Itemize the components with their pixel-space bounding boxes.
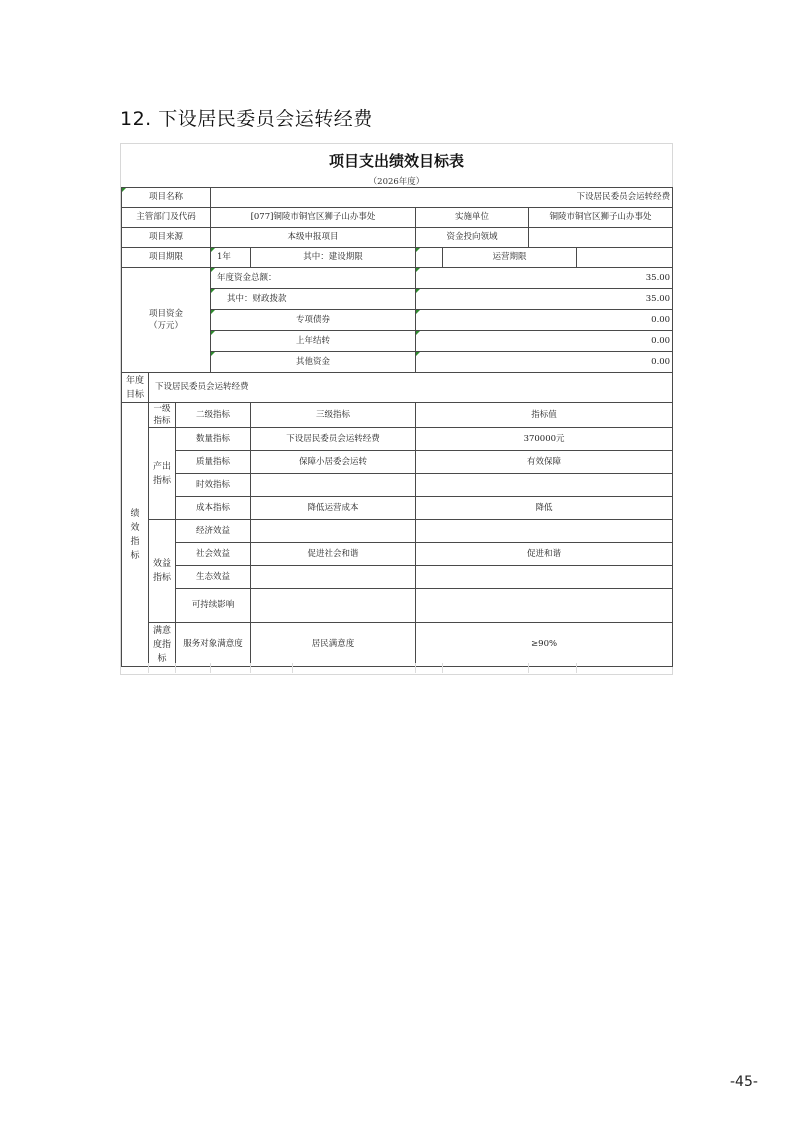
funds-label-text: 项目资金	[149, 309, 184, 319]
output-value: 370000元	[416, 428, 673, 451]
invest-label: 资金投向领域	[416, 228, 529, 248]
gridline	[528, 663, 529, 673]
period-label: 项目期限	[122, 248, 211, 268]
output-l3	[251, 474, 416, 497]
output-value: 有效保障	[416, 451, 673, 474]
gridline	[576, 663, 577, 673]
benefit-l2: 社会效益	[176, 543, 251, 566]
output-l3: 下设居民委员会运转经费	[251, 428, 416, 451]
source-value: 本级申报项目	[211, 228, 416, 248]
header-value: 指标值	[416, 403, 673, 428]
table-footer-gridlines	[121, 663, 672, 673]
page-number: -45-	[730, 1074, 758, 1090]
funds-row-value: 0.00	[416, 352, 673, 373]
gridline	[250, 663, 251, 673]
output-label-line: 产出	[152, 461, 171, 472]
goal-label-line: 年度	[125, 375, 144, 386]
benefit-label-line: 效益	[152, 559, 171, 569]
output-l2: 数量指标	[176, 428, 251, 451]
dept-label: 主管部门及代码	[122, 208, 211, 228]
invest-value	[529, 228, 673, 248]
impl-label: 实施单位	[416, 208, 529, 228]
funds-row-label: 上年结转	[211, 331, 416, 352]
perf-label-char: 效	[130, 522, 140, 533]
satisfaction-label-line: 度指	[152, 639, 171, 650]
benefit-label-line: 指标	[152, 573, 171, 583]
section-heading: 12. 下设居民委员会运转经费	[120, 108, 373, 130]
output-l3: 降低运营成本	[251, 497, 416, 520]
funds-row-value: 35.00	[416, 268, 673, 289]
goal-text: 下设居民委员会运转经费	[149, 373, 673, 403]
project-name-label: 项目名称	[122, 188, 211, 208]
dept-value: [077]铜陵市铜官区狮子山办事处	[211, 208, 416, 228]
funds-row-value: 0.00	[416, 331, 673, 352]
satisfaction-label-line: 标	[157, 653, 167, 664]
output-value: 降低	[416, 497, 673, 520]
benefit-value	[416, 566, 673, 589]
output-l2: 时效指标	[176, 474, 251, 497]
benefit-l3	[251, 566, 416, 589]
impl-value: 铜陵市铜官区狮子山办事处	[529, 208, 673, 228]
header-l1	[149, 403, 176, 428]
table-title: 项目支出绩效目标表	[328, 152, 464, 170]
perf-label-char: 标	[130, 550, 140, 561]
benefit-value	[416, 589, 673, 623]
output-value	[416, 474, 673, 497]
performance-table	[121, 187, 673, 667]
goal-label-line: 目标	[125, 389, 144, 400]
output-l2: 成本指标	[176, 497, 251, 520]
satisfaction-l2: 服务对象满意度	[176, 623, 251, 667]
gridline	[415, 663, 416, 673]
funds-row-label: 专项债券	[211, 310, 416, 331]
funds-label	[122, 268, 211, 373]
output-l2: 质量指标	[176, 451, 251, 474]
build-label: 其中：建设期限	[251, 248, 416, 268]
benefit-l3	[251, 589, 416, 623]
benefit-value	[416, 520, 673, 543]
satisfaction-l3: 居民满意度	[251, 623, 416, 667]
benefit-l2: 经济效益	[176, 520, 251, 543]
output-l3: 保障小居委会运转	[251, 451, 416, 474]
gridline	[148, 663, 149, 673]
op-label: 运营期限	[443, 248, 577, 268]
table-year: （2026年度）	[368, 177, 425, 187]
satisfaction-value: ≥90%	[416, 623, 673, 667]
funds-unit: （万元）	[149, 321, 184, 331]
benefit-l3	[251, 520, 416, 543]
perf-label-char: 指	[130, 536, 140, 547]
op-value	[577, 248, 673, 268]
benefit-l2: 生态效益	[176, 566, 251, 589]
perf-label	[122, 403, 149, 667]
output-label	[149, 428, 176, 520]
benefit-l2: 可持续影响	[176, 589, 251, 623]
funds-row-label: 其他资金	[211, 352, 416, 373]
header-l2: 二级指标	[176, 403, 251, 428]
benefit-label	[149, 520, 176, 623]
funds-row-value: 0.00	[416, 310, 673, 331]
funds-row-label: 年度资金总额：	[211, 268, 416, 289]
source-label: 项目来源	[122, 228, 211, 248]
gridline	[175, 663, 176, 673]
goal-label	[122, 373, 149, 403]
build-value	[416, 248, 443, 268]
gridline	[292, 663, 293, 673]
gridline	[442, 663, 443, 673]
output-label-line: 指标	[152, 475, 171, 486]
satisfaction-label-line: 满意	[152, 625, 171, 636]
benefit-l3: 促进社会和谐	[251, 543, 416, 566]
benefit-value: 促进和谐	[416, 543, 673, 566]
header-l1-line: 指标	[153, 416, 171, 426]
header-l1-line: 一级	[153, 404, 171, 414]
satisfaction-label	[149, 623, 176, 667]
funds-row-label: 其中：财政拨款	[211, 289, 416, 310]
funds-row-value: 35.00	[416, 289, 673, 310]
header-l3: 三级指标	[251, 403, 416, 428]
perf-label-char: 绩	[130, 508, 140, 519]
gridline	[210, 663, 211, 673]
project-name-value: 下设居民委员会运转经费	[211, 188, 673, 208]
period-value: 1年	[211, 248, 251, 268]
